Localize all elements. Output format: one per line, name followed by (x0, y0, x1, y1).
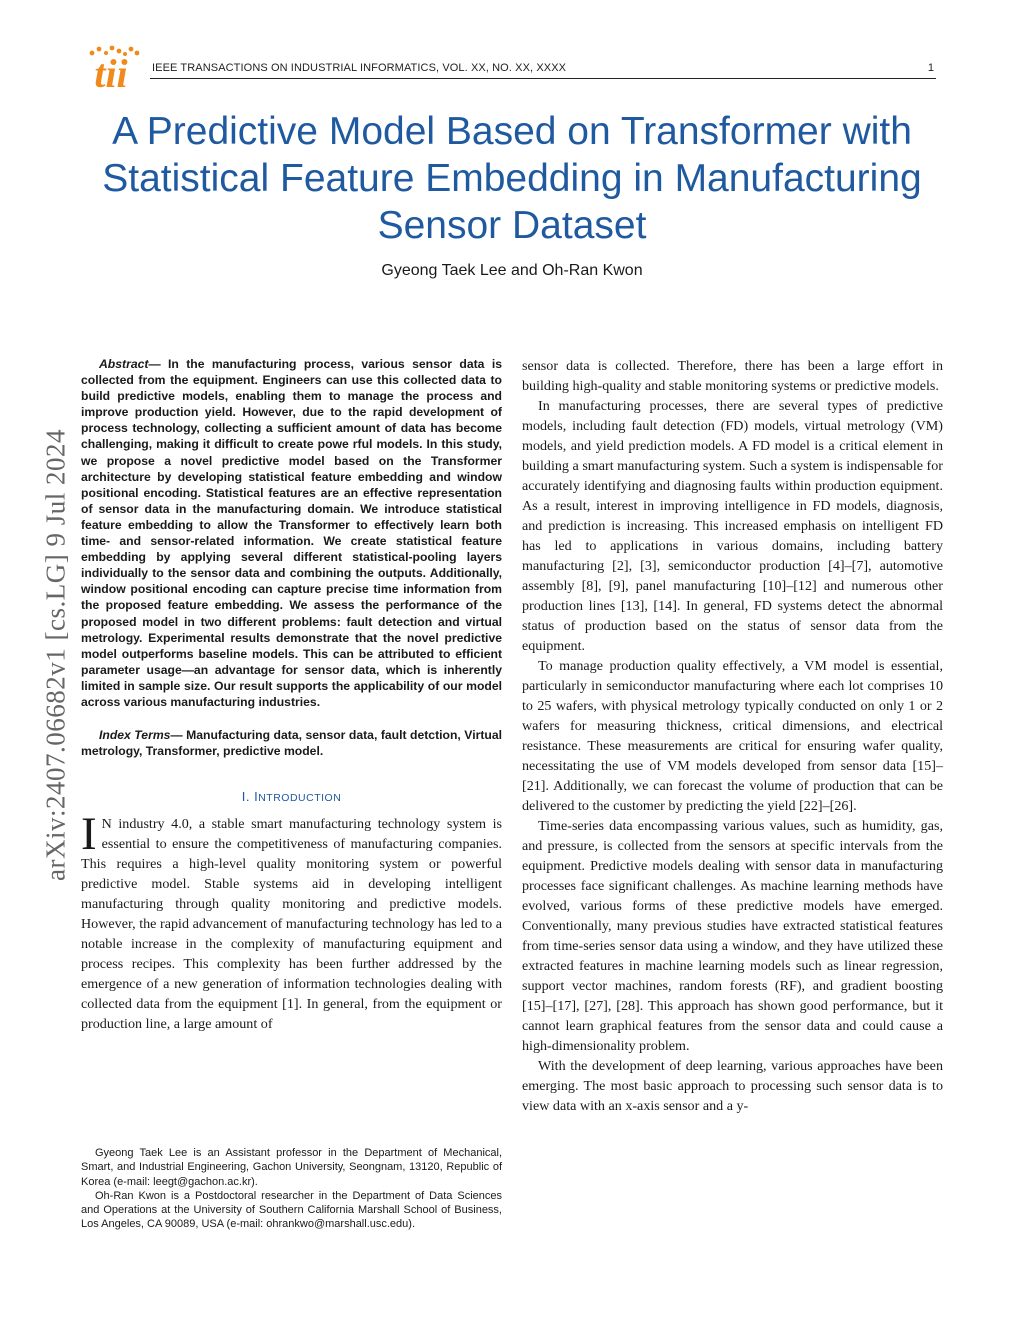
section-title-initial: I (254, 789, 259, 805)
section-heading-introduction (81, 789, 502, 804)
running-head: IEEE TRANSACTIONS ON INDUSTRIAL INFORMATICS, VOL. XX, NO. XX, XXXX (152, 62, 567, 74)
abstract: Abstract— In the manufacturing process, various sensor data is collected from the equipment. Engineers can use this collected data to build predictive models, enabling them to manage the process and improve production yield. However, due to the rapid development of process technology, collecting a sufficient amount of data has become challenging, making it difficult to create powe rful models. In this study, we propose a novel predictive model based on the Transformer architecture by developing statistical feature embedding and window positional encoding. Statistical features are an effective representation of sensor data in the manufacturing domain. We introduce statistical feature embedding to allow the Transformer to effectively learn both time- and sensor-related information. We create statistical feature embedding by applying several different statistical-pooling layers individually to the sensor data and combining the outputs. Additionally, window positional encoding can capture precise time information from the proposed feature embedding. We assess the performance of the proposed model in two different problems: fault detection and virtual metrology. Experimental results demonstrate that the novel predictive model outperforms baseline models. This can be attributed to efficient parameter usage—an advantage for sensor data, which is inherently limited in sample size. Our result supports the applicability of our model across various manufacturing industries. (81, 357, 502, 709)
logo-text: tii (94, 51, 128, 90)
author-footnotes (81, 1146, 502, 1232)
section-title-rest: NTRODUCTION (258, 792, 342, 805)
intro-paragraph-2: In manufacturing processes, there are several types of predictive models, including fault detection (FD) models, virtual metrology (VM) models, and yield prediction models. A FD model is a critical element in building a smart manufacturing system. Such a system is indispensable for accurately identifying and diagnosing faults within production equipment. As a result, interest in improving intelligence in FD models, diagnosis, and prediction is increasing. This increased emphasis on intelligent FD has led to applications in various domains, including battery manufacturing [2], [3], semiconductor production [4]–[7], automotive assembly [8], [9], panel manufacturing [10]–[12] and numerous other production lines [13], [14]. In general, FD systems detect the abnormal status of production based on the status of sensor data from the equipment. (522, 398, 943, 654)
index-terms-label: Index Terms (99, 728, 171, 743)
footnote-author-1: Gyeong Taek Lee is an Assistant professor in the Department of Mechanical, Smart, and Industrial Engineering, Gachon University, Seongnam, 13120, Republic of Korea (e-mail: leegt@gachon.ac.kr). (81, 1147, 502, 1188)
drop-cap: I (81, 808, 97, 861)
intro-paragraph-4: Time-series data encompassing various values, such as humidity, gas, and pressure, is collected from the sensors at specific intervals from the equipment. Predictive models dealing with sensor data in manufacturing processes face significant challenges. As machine learning methods have evolved, various forms of these predictive models have emerged. Conventionally, many previous studies have extracted statistical features from time-series sensor data using a window, and they have utilized these extracted features in machine learning models such as linear regression, support vector machines, random forests (RF), and gradient boosting [15]–[17], [27], [28]. This approach has shown good performance, but it cannot learn graphical features from the sensor data and could cause a high-dimensionality problem. (522, 818, 943, 1054)
footnote-author-2: Oh-Ran Kwon is a Postdoctoral researcher in the Department of Data Sciences and Operations at the University of Southern California Marshall School of Business, Los Angeles, CA 90089, USA (e-mail: ohrankwo@marshall.usc.edu). (81, 1189, 502, 1231)
abstract-text: In the manufacturing process, various sensor data is collected from the equipment. Engineers can use this collected data to build predictive models, enabling them to manage the process and improve production yield. However, due to the rapid development of process technology, collecting a sufficient amount of data has become challenging, making it difficult to create powe rful models. In this study, we propose a novel predictive model based on the Transformer architecture by developing statistical feature embedding and window positional encoding. Statistical features are an effective representation of sensor data in the manufacturing domain. We introduce statistical feature embedding to allow the Transformer to effectively learn both time- and sensor-related information. We create statistical feature embedding by applying several different statistical-pooling layers individually to the sensor data and combining the outputs. Additionally, window positional encoding can capture precise time information from the proposed feature embedding. We assess the performance of the proposed model in two different problems: fault detection and virtual metrology. Experimental results demonstrate that the novel predictive model outperforms baseline models. This can be attributed to efficient parameter usage—an advantage for sensor data, which is inherently limited in sample size. Our result supports the applicability of our model across various manufacturing industries. (81, 357, 502, 709)
index-terms-text: Manufacturing data, sensor data, fault detction, Virtual metrology, Transformer, predictive model. (81, 728, 502, 759)
authors: Gyeong Taek Lee and Oh-Ran Kwon (381, 262, 643, 279)
header-rule (150, 78, 936, 79)
intro-paragraph-1-cont: sensor data is collected. Therefore, there has been a large effort in building high-quality and stable monitoring systems or predictive models. (522, 358, 943, 394)
index-terms: Index Terms— Manufacturing data, sensor data, fault detction, Virtual metrology, Transformer, predictive model. (81, 728, 502, 759)
paper-title: A Predictive Model Based on Transformer with Statistical Feature Embedding in Manufacturing Sensor Dataset (102, 110, 922, 247)
left-column (81, 356, 502, 1034)
tii-logo (79, 44, 143, 90)
abstract-label: Abstract (99, 357, 149, 371)
intro-paragraph-5: With the development of deep learning, various approaches have been emerging. The most basic approach to processing such sensor data is to view data with an x-axis sensor and a y- (522, 1058, 943, 1114)
arxiv-identifier: arXiv:2407.06682v1 [cs.LG] 9 Jul 2024 (40, 429, 71, 881)
right-column (522, 356, 943, 1116)
intro-paragraph-1 (81, 808, 502, 1034)
page-number: 1 (927, 62, 934, 74)
intro-p1-text: N industry 4.0, a stable smart manufacturing technology system is essential to ensure the competitiveness of manufacturing companies. This requires a high-level quality monitoring system or powerful predictive model. Stable systems aid in developing intelligent manufacturing through quality monitoring and predictive models. However, the rapid advancement of manufacturing technology has led to a notable increase in the complexity of manufacturing equipment and process recipes. This complexity has been further addressed by the emergence of a new generation of information technologies dealing with collected data from the equipment [1]. In general, from the equipment or production line, a large amount of (81, 816, 502, 1033)
section-number: I. (241, 789, 250, 805)
intro-paragraph-3: To manage production quality effectively, a VM model is essential, particularly in semiconductor manufacturing where each lot comprises 10 to 25 wafers, with physical metrology typically conducted on only 1 or 2 wafers for measuring thickness, critical dimensions, and electrical resistance. These measurements are critical for ensuring wafer quality, necessitating the use of VM models developed from sensor data [15]–[21]. Additionally, we can forecast the volume of production that can be delivered to the customer by predicting the yield [22]–[26]. (522, 658, 943, 814)
